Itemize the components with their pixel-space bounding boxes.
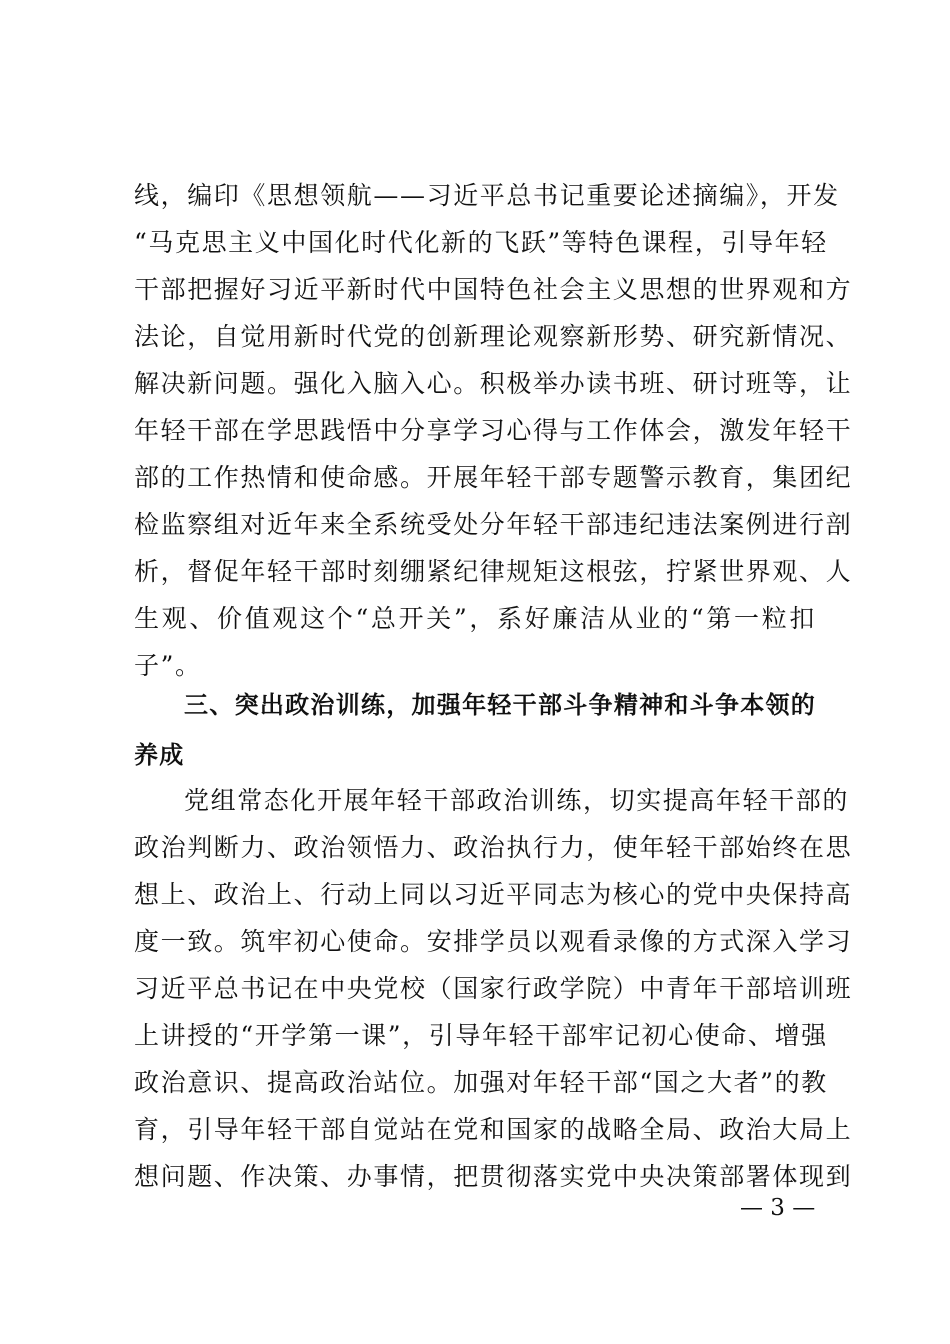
text-line: 度一致。筑牢初心使命。安排学员以观看录像的方式深入学习 bbox=[134, 927, 853, 956]
text-line: 想问题、作决策、办事情，把贯彻落实党中央决策部署体现到 bbox=[134, 1162, 853, 1191]
text-line: 部的工作热情和使命感。开展年轻干部专题警示教育，集团纪 bbox=[134, 463, 853, 492]
page-number: — 3 — bbox=[740, 1195, 816, 1221]
text-line: 育，引导年轻干部自觉站在党和国家的战略全局、政治大局上 bbox=[134, 1115, 853, 1144]
heading-line: 养成 bbox=[134, 741, 185, 769]
text-line: 想上、政治上、行动上同以习近平同志为核心的党中央保持高 bbox=[134, 880, 853, 909]
text-line: 党组常态化开展年轻干部政治训练，切实提高年轻干部的 bbox=[184, 786, 850, 815]
text-line: “马克思主义中国化时代化新的飞跃”等特色课程，引导年轻 bbox=[134, 228, 828, 257]
section-heading-three bbox=[134, 680, 816, 780]
body-paragraph bbox=[134, 777, 853, 1200]
body-paragraph-continued bbox=[134, 172, 853, 689]
text-line: 政治判断力、政治领悟力、政治执行力，使年轻干部始终在思 bbox=[134, 833, 853, 862]
text-line: 年轻干部在学思践悟中分享学习心得与工作体会，激发年轻干 bbox=[134, 416, 853, 445]
text-line: 子”。 bbox=[134, 651, 202, 680]
text-line: 析，督促年轻干部时刻绷紧纪律规矩这根弦，拧紧世界观、人 bbox=[134, 557, 853, 586]
text-line: 上讲授的“开学第一课”，引导年轻干部牢记初心使命、增强 bbox=[134, 1021, 828, 1050]
text-line: 政治意识、提高政治站位。加强对年轻干部“国之大者”的教 bbox=[134, 1068, 828, 1097]
text-line: 习近平总书记在中央党校（国家行政学院）中青年干部培训班 bbox=[134, 974, 853, 1003]
text-line: 生观、价值观这个“总开关”，系好廉洁从业的“第一粒扣 bbox=[134, 604, 816, 633]
text-line: 线，编印《思想领航——习近平总书记重要论述摘编》，开发 bbox=[134, 181, 840, 210]
text-line: 检监察组对近年来全系统受处分年轻干部违纪违法案例进行剖 bbox=[134, 510, 853, 539]
text-line: 解决新问题。强化入脑入心。积极举办读书班、研讨班等，让 bbox=[134, 369, 853, 398]
text-line: 干部把握好习近平新时代中国特色社会主义思想的世界观和方 bbox=[134, 275, 853, 304]
text-line: 法论，自觉用新时代党的创新理论观察新形势、研究新情况、 bbox=[134, 322, 853, 351]
heading-line: 三、突出政治训练，加强年轻干部斗争精神和斗争本领的 bbox=[184, 691, 816, 719]
